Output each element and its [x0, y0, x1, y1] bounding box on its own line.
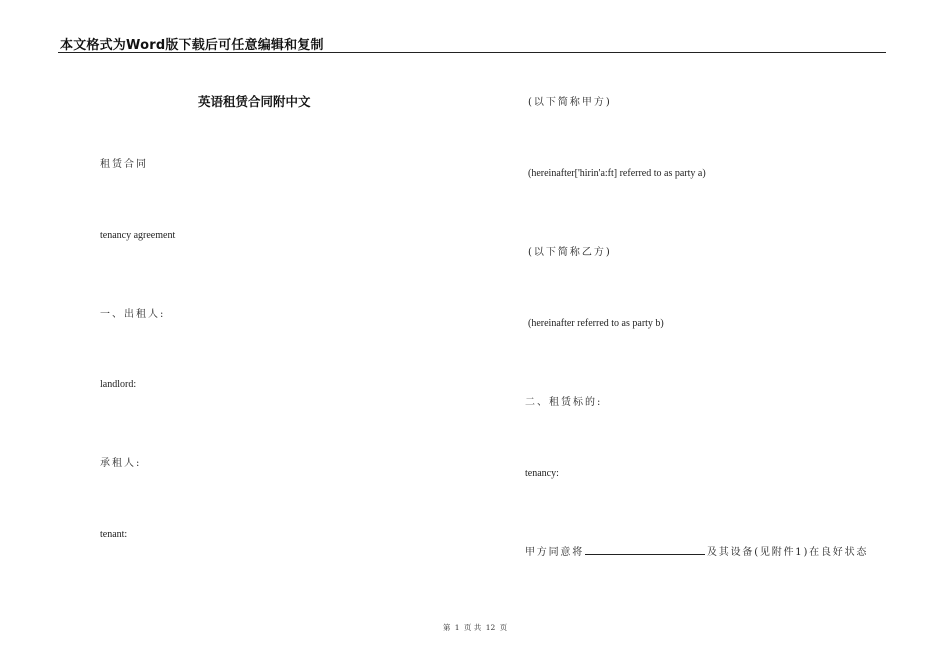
- last-line-after-blank: 及其设备(见附件1)在良好状态: [707, 547, 869, 558]
- footer-middle: 页 共: [463, 623, 482, 632]
- footer-suffix: 页: [499, 623, 508, 632]
- header-text: 本文格式为Word版下载后可任意编辑和复制: [60, 38, 324, 53]
- last-line-before-blank: 甲方同意将: [525, 547, 584, 558]
- left-line-2: tenancy agreement: [100, 230, 176, 241]
- right-line-4: (hereinafter referred to as party b): [528, 318, 664, 329]
- footer-page-number: 1: [454, 623, 460, 632]
- right-line-3: (以下简称乙方): [528, 247, 612, 258]
- document-title: 英语租赁合同附中文: [198, 94, 311, 109]
- page-header: [58, 34, 886, 53]
- left-line-4: landlord:: [100, 379, 137, 390]
- left-line-1: 租赁合同: [100, 159, 148, 170]
- fill-in-blank: [585, 545, 705, 555]
- right-line-1: (以下简称甲方): [528, 97, 612, 108]
- page-footer: [0, 622, 950, 633]
- footer-total-pages: 12: [485, 623, 496, 632]
- footer-prefix: 第: [442, 623, 451, 632]
- right-line-5: 二、租赁标的:: [525, 397, 603, 408]
- right-line-6: tenancy:: [525, 468, 559, 479]
- right-line-2: (hereinafter['hirin'a:ft] referred to as party a): [528, 168, 706, 179]
- left-line-5: 承租人:: [100, 458, 142, 469]
- left-line-6: tenant:: [100, 529, 128, 540]
- left-line-3: 一、出租人:: [100, 309, 166, 320]
- right-line-7: [525, 543, 868, 558]
